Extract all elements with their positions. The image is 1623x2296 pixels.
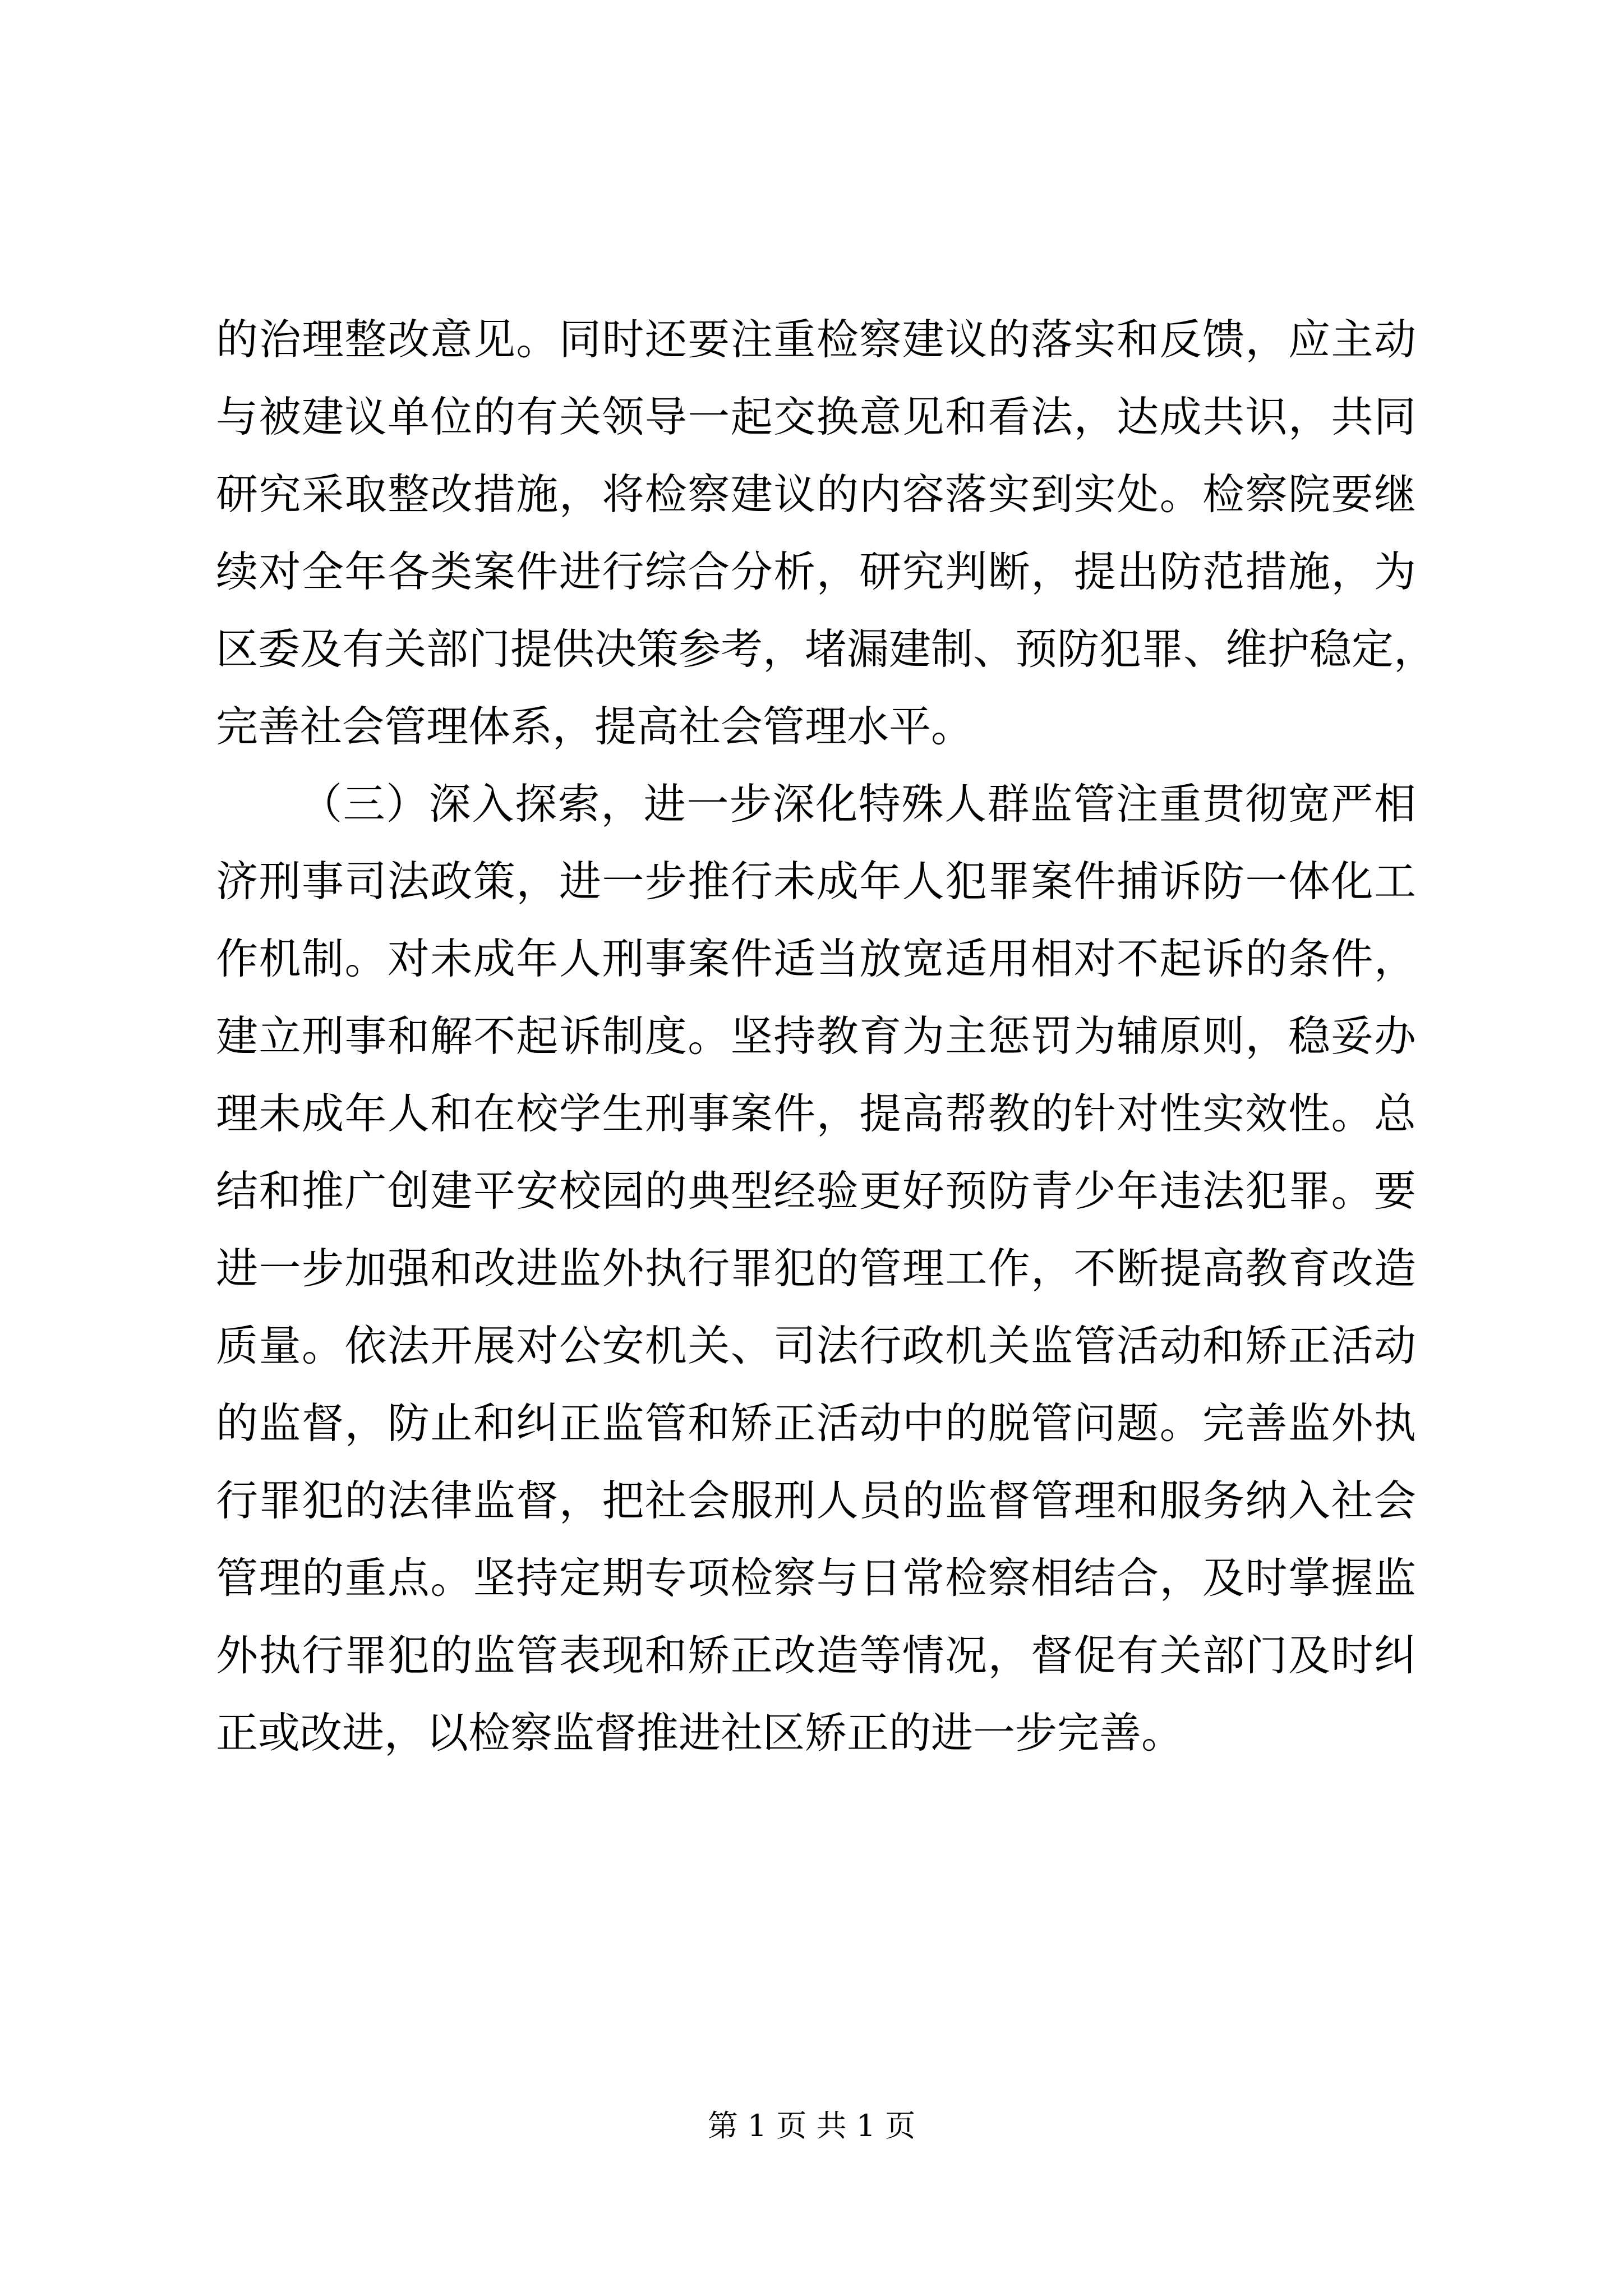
body-line-10: 建立刑事和解不起诉制度。坚持教育为主惩罚为辅原则，稳妥办 xyxy=(216,1011,1416,1061)
body-line-1: 的治理整改意见。同时还要注重检察建议的落实和反馈，应主动 xyxy=(216,315,1416,364)
body-line-15: 的监督，防止和纠正监管和矫正活动中的脱管问题。完善监外执 xyxy=(216,1398,1416,1448)
body-line-11: 理未成年人和在校学生刑事案件，提高帮教的针对性实效性。总 xyxy=(216,1089,1416,1138)
body-line-12: 结和推广创建平安校园的典型经验更好预防青少年违法犯罪。要 xyxy=(216,1166,1416,1216)
body-line-14: 质量。依法开展对公安机关、司法行政机关监管活动和矫正活动 xyxy=(216,1321,1416,1370)
body-line-19: 正或改进，以检察监督推进社区矫正的进一步完善。 xyxy=(216,1708,1184,1757)
body-line-9: 作机制。对未成年人刑事案件适当放宽适用相对不起诉的条件， xyxy=(216,934,1416,983)
body-line-18: 外执行罪犯的监管表现和矫正改造等情况，督促有关部门及时纠 xyxy=(216,1631,1416,1680)
body-line-17: 管理的重点。坚持定期专项检察与日常检察相结合，及时掌握监 xyxy=(216,1553,1416,1603)
body-line-5: 区委及有关部门提供决策参考，堵漏建制、预防犯罪、维护稳定， xyxy=(216,624,1436,674)
body-line-3: 研究采取整改措施，将检察建议的内容落实到实处。检察院要继 xyxy=(216,470,1416,519)
page-number-footer: 第 1 页 共 1 页 xyxy=(707,2108,916,2143)
body-line-13: 进一步加强和改进监外执行罪犯的管理工作，不断提高教育改造 xyxy=(216,1244,1416,1293)
body-line-2: 与被建议单位的有关领导一起交换意见和看法，达成共识，共同 xyxy=(216,392,1416,441)
body-line-6: 完善社会管理体系，提高社会管理水平。 xyxy=(216,702,974,751)
body-line-16: 行罪犯的法律监督，把社会服刑人员的监督管理和服务纳入社会 xyxy=(216,1476,1416,1525)
body-line-8: 济刑事司法政策，进一步推行未成年人犯罪案件捕诉防一体化工 xyxy=(216,857,1416,906)
body-line-4: 续对全年各类案件进行综合分析，研究判断，提出防范措施，为 xyxy=(216,547,1416,596)
section-heading-line: （三）深入探索，进一步深化特殊人群监管注重贯彻宽严相 xyxy=(300,779,1416,829)
